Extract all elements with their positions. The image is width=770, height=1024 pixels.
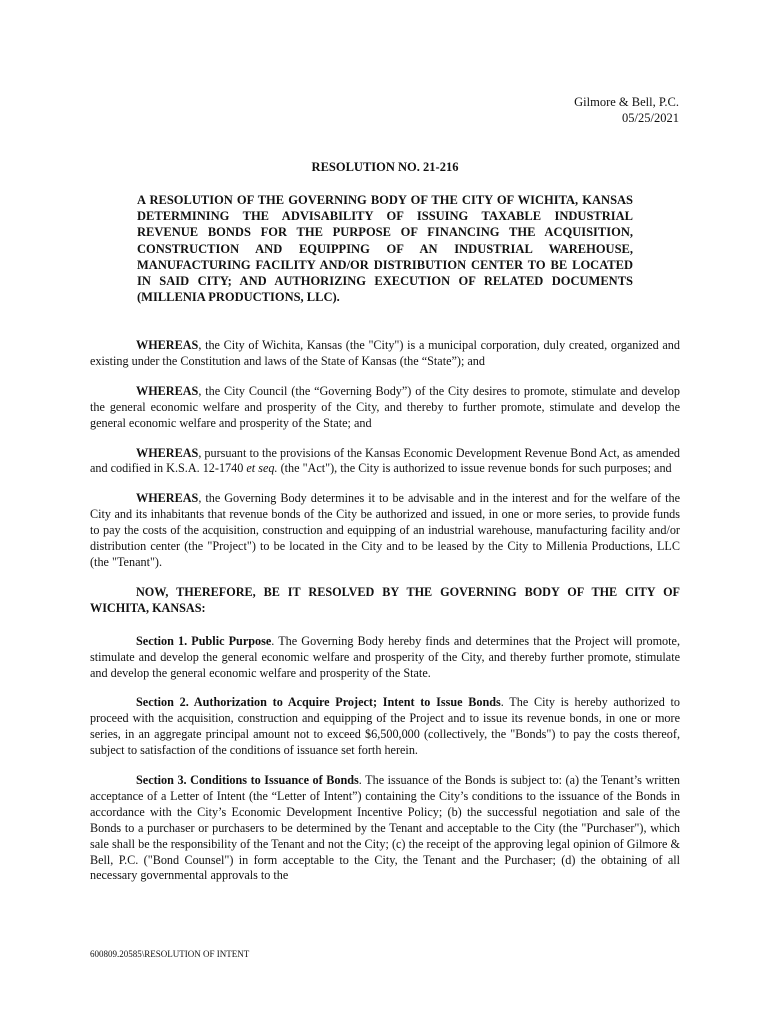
resolution-number: RESOLUTION NO. 21-216 (311, 160, 459, 174)
document-date: 05/25/2021 (622, 111, 679, 125)
section-text: . The issuance of the Bonds is subject to: (a) the Tenant’s written acceptance of a Letter of Intent (the “Letter of Intent”) containing the City’s conditions to the issuance of the Bonds in accordance with the City’s Economic Development Incentive Policy; (b) the successful negotiation and sale of the Bonds to a purchaser or purchasers to be determined by the Tenant and acceptable to the City (the "Purchaser"), which sale shall be the responsibility of the Tenant and not the City; (c) the receipt of the approving legal opinion of Gilmore & Bell, P.C. ("Bond Counsel") in form acceptable to the City, the Tenant and the Purchaser; (d) the obtaining of all necessary governmental approvals to the (90, 773, 680, 883)
firm-name: Gilmore & Bell, P.C. (574, 95, 679, 109)
whereas-clause-1 (90, 338, 680, 370)
whereas-text: , the Governing Body determines it to be advisable and in the interest and for the welfare of the City and its inhabitants that revenue bonds of the City be authorized and issued, in one or more series, to provide funds to pay the costs of the acquisition, construction and equipping of an industrial warehouse, manufacturing facility and/or distribution center (the "Project") to be located in the City and to be leased by the City to Millenia Productions, LLC (the "Tenant"). (90, 491, 680, 569)
section-3 (90, 773, 680, 884)
section-1 (90, 634, 680, 682)
section-heading: Section 3. Conditions to Issuance of Bonds (136, 773, 359, 788)
whereas-text: , the City of Wichita, Kansas (the "City") is a municipal corporation, duly created, organized and existing under the Constitution and laws of the State of Kansas (the “State”); and (90, 338, 680, 368)
now-therefore-clause: NOW, THEREFORE, BE IT RESOLVED BY THE GOVERNING BODY OF THE CITY OF WICHITA, KANSAS: (90, 584, 680, 615)
section-text: . The City is hereby authorized to proceed with the acquisition, construction and equipping of the Project and to issue its revenue bonds, in one or more series, in an aggregate principal amount not to exceed $6,500,000 (collectively, the "Bonds") to pay the costs thereof, subject to satisfaction of the conditions of issuance set forth herein. (90, 695, 680, 758)
section-text: . The Governing Body hereby finds and determines that the Project will promote, stimulate and develop the general economic welfare and prosperity of the City, and thereby further promote, stimulate and develop the general economic welfare and prosperity of the State. (90, 633, 680, 680)
whereas-lead: WHEREAS (136, 338, 199, 352)
whereas-text: , the City Council (the “Governing Body”) of the City desires to promote, stimulate and develop the general economic welfare and prosperity of the City, and thereby to further promote, stimulate and develop the general economic welfare and prosperity of the State; and (90, 383, 680, 430)
header-block (574, 94, 679, 126)
document-footer: 600809.20585\RESOLUTION OF INTENT (90, 949, 250, 959)
section-heading: Section 2. Authorization to Acquire Project; Intent to Issue Bonds (136, 695, 501, 710)
resolution-body (90, 338, 680, 898)
whereas-italic: et seq. (246, 461, 278, 476)
whereas-text: (the "Act"), the City is authorized to issue revenue bonds for such purposes; and (277, 461, 672, 476)
whereas-clause-4 (90, 491, 680, 571)
whereas-lead: WHEREAS (136, 383, 199, 398)
resolution-title: A RESOLUTION OF THE GOVERNING BODY OF THE CITY OF WICHITA, KANSAS DETERMINING THE ADVISABILITY OF ISSUING TAXABLE INDUSTRIAL REVENUE BONDS FOR THE PURPOSE OF FINANCING THE ACQUISITION, CONSTRUCTION AND EQUIPPING OF AN INDUSTRIAL WAREHOUSE, MANUFACTURING FACILITY AND/OR DISTRIBUTION CENTER TO BE LOCATED IN SAID CITY; AND AUTHORIZING EXECUTION OF RELATED DOCUMENTS (MILLENIA PRODUCTIONS, LLC). (137, 193, 633, 305)
whereas-lead: WHEREAS (136, 445, 199, 460)
whereas-text: , pursuant to the provisions of the Kansas Economic Development Revenue Bond Act, as amended and codified in K.S.A. 12-1740 (90, 445, 680, 476)
whereas-lead: WHEREAS (136, 491, 199, 506)
whereas-clause-2 (90, 384, 680, 432)
section-heading: Section 1. Public Purpose (136, 633, 272, 648)
section-2 (90, 695, 680, 759)
whereas-clause-3 (90, 446, 680, 478)
